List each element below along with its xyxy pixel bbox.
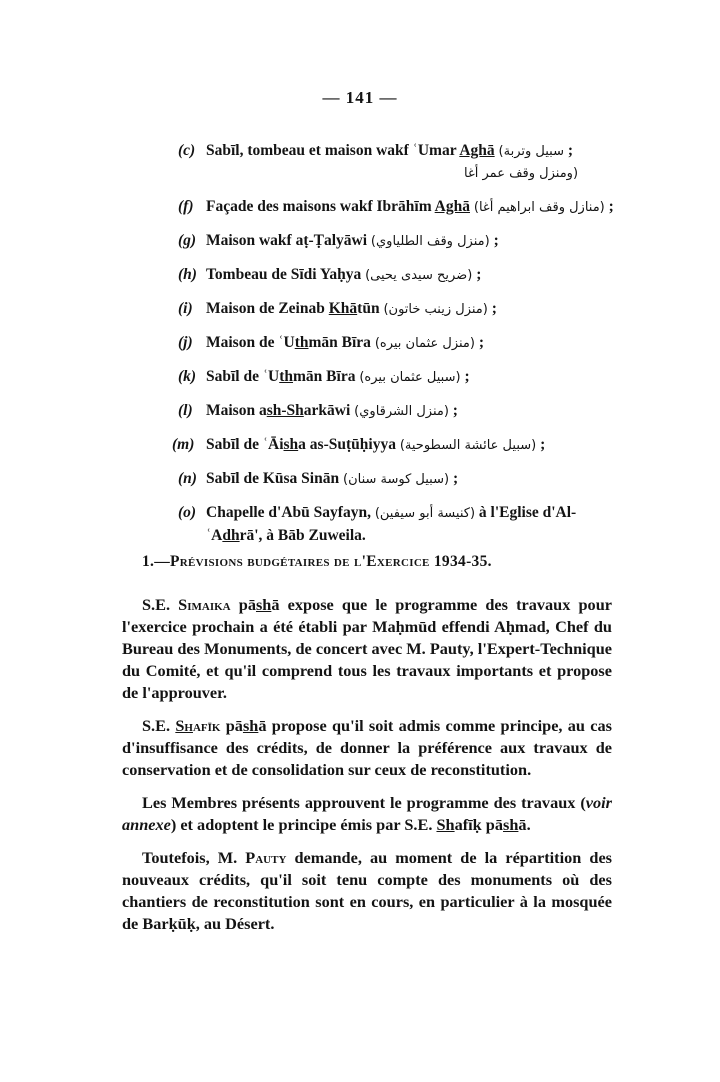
list-item-m: (m) Sabīl de ʿĀisha as-Suṭūḥiyya (سبيل عائشة السطوحية) ; <box>172 434 628 457</box>
list-item-j: (j) Maison de ʿUthmān Bīra (منزل عثمان بيره) ; <box>178 332 628 355</box>
page-number: — 141 — <box>322 88 398 107</box>
arabic-name: (منزل عثمان بيره) <box>374 336 475 351</box>
item-marker: (f) <box>178 198 194 215</box>
arabic-name: (منزل زينب خاتون) <box>383 302 488 317</box>
item-marker: (g) <box>178 232 197 249</box>
list-item-n: (n) Sabīl de Kūsa Sinān (سبيل كوسة سنان) ; <box>178 468 628 491</box>
list-item-k: (k) Sabīl de ʿUthmān Bīra (سبيل عثمان بيره) ; <box>178 366 628 389</box>
item-marker: (j) <box>178 334 193 351</box>
item-marker: (h) <box>178 266 197 283</box>
paragraph-2: S.E. Shafīk pāshā propose qu'il soit admis comme principe, au cas d'insuffisance des crédits, de donner la préférence aux travaux de conservation et de consolidation sur ceux de reconstitution. <box>122 716 612 779</box>
arabic-name: (سبيل وتربة <box>498 144 564 159</box>
body-text <box>122 594 612 946</box>
item-marker: (l) <box>178 402 193 419</box>
item-marker: (n) <box>178 470 197 487</box>
list-item-i: (i) Maison de Zeinab Khātūn (منزل زينب خاتون) ; <box>178 298 628 321</box>
arabic-name: (منزل وقف الطلياوي) <box>370 234 490 249</box>
paragraph-1: S.E. Simaika pāshā expose que le programme des travaux pour l'exercice prochain a été établi par Maḥmūd effendi Aḥmad, Chef du Bureau des Monuments, de concert avec M. Pauty, l'Expert-Technique du Comité, et qu'il comprend tous les travaux importants et propose de l'approuver. <box>122 595 612 702</box>
arabic-name-continued: ومنزل وقف عمر أغا) <box>464 166 579 181</box>
list-item-h: (h) Tombeau de Sīdi Yaḥya (ضريح سيدى يحيى) ; <box>178 264 628 287</box>
section-heading: 1.—Prévisions budgétaires de l'Exercice 1934-35. <box>142 553 492 570</box>
monument-list <box>172 140 628 558</box>
list-item-c: (c) Sabīl, tombeau et maison wakf ʿUmar Aghā (سبيل وتربة ; ومنزل وقف عمر أغا) <box>178 140 628 185</box>
list-item-g: (g) Maison wakf aṭ-Ṭalyāwi (منزل وقف الطلياوي) ; <box>178 230 628 253</box>
arabic-name: (كنيسة أبو سيفين) <box>374 506 476 521</box>
arabic-name: (سبيل كوسة سنان) <box>342 472 450 487</box>
item-marker: (o) <box>178 504 197 521</box>
arabic-name: (سبيل عائشة السطوحية) <box>399 438 537 453</box>
item-marker: (i) <box>178 300 193 317</box>
paragraph-3: Les Membres présents approuvent le programme des travaux (voir annexe) et adoptent le principe émis par S.E. Shafīḳ pāshā. <box>122 793 612 834</box>
item-marker: (k) <box>178 368 197 385</box>
arabic-name: (منازل وقف ابراهيم أغا) <box>473 200 605 215</box>
arabic-name: (سبيل عثمان بيره) <box>359 370 461 385</box>
list-item-l: (l) Maison ash-Sharkāwi (منزل الشرقاوي) ; <box>178 400 628 423</box>
list-item-f: (f) Façade des maisons wakf Ibrāhīm Aghā (منازل وقف ابراهيم أغا) ; <box>178 196 628 219</box>
item-marker: (c) <box>178 142 196 159</box>
arabic-name: (ضريح سيدى يحيى) <box>365 268 473 283</box>
paragraph-4: Toutefois, M. Pauty demande, au moment de la répartition des nouveaux crédits, qu'il soit tenu compte des monuments où des chantiers de reconstitution sont en cours, en particulier à la mosquée de Barḳūḳ, au Désert. <box>122 848 613 933</box>
list-item-o: (o) Chapelle d'Abū Sayfayn, (كنيسة أبو سيفين) à l'Eglise d'Al-ʿAdhrā', à Bāb Zuweila. <box>178 504 577 544</box>
item-marker: (m) <box>172 436 195 453</box>
arabic-name: (منزل الشرقاوي) <box>354 404 449 419</box>
